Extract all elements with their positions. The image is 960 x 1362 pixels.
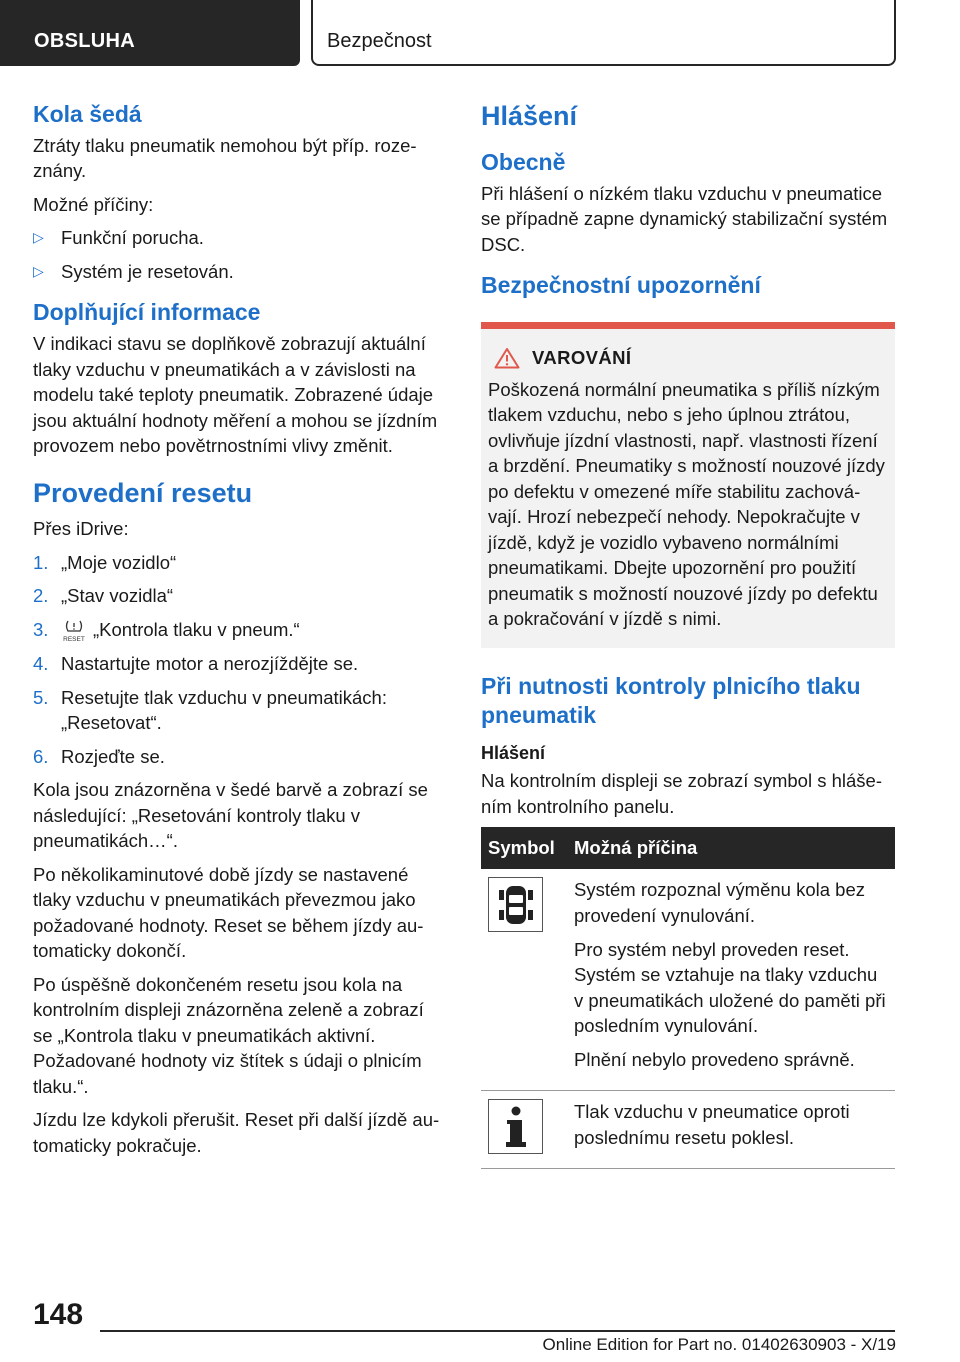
heading-additional-info: Doplňující informace <box>33 299 261 326</box>
list-item: 4. Nastartujte motor a nerozjíždějte se. <box>33 653 359 675</box>
info-icon <box>488 1099 543 1154</box>
column-header-cause: Možná příčina <box>567 827 895 869</box>
topic-tab <box>311 0 896 66</box>
paragraph: Při hlášení o nízkém tlaku vzduchu v pneumatice se případně zapne dynamický stabilizační systém DSC. <box>481 182 888 255</box>
symbol-cell <box>481 869 567 1090</box>
list-item: 1. „Moje vozidlo“ <box>33 551 177 573</box>
reset-steps <box>33 550 447 769</box>
list-item: 2. „Stav vozidla“ <box>33 585 174 607</box>
list-item: 5. Resetujte tlak vzduchu v pneumatikách: „Resetovat“. <box>33 686 387 734</box>
causes-list <box>33 225 447 284</box>
right-column <box>481 100 895 1169</box>
topic-label: Bezpečnost <box>327 30 432 52</box>
left-column <box>33 100 447 1166</box>
tire-reset-icon <box>61 619 87 643</box>
cause-cell: Systém rozpoznal výměnu kola bez provedení vynulování. Pro systém nebyl proveden reset. Systém se vztahuje na tlaky vzduchu v pneumatikách uložené do paměti při posledním vynulování. Plnění nebylo provedeno správně. <box>567 869 895 1090</box>
footer-divider <box>100 1330 895 1332</box>
paragraph: Možné příčiny: <box>33 193 154 215</box>
list-item: ▷ Funkční porucha. <box>33 227 204 249</box>
page-number: 148 <box>33 1298 84 1331</box>
list-item: 6. Rozjeďte se. <box>33 745 165 767</box>
warning-text: Poškozená normální pneumatika s příliš nízkým tlakem vzduchu, nebo s jeho úplnou ztrátou, ovlivňuje jízdní vlastnosti, např. vlastnosti řízení a brzdění. Pneumatiky s možností nouzové jízdy po defektu v omezené míře stabilitu zachová- vají. Hrozí nebezpečí nehody. Nepokračujte v jízdě, když je vozidlo vybaveno normálními pneumatikami. Dbejte upozornění pro použití pneumatik s možností nouzové jízdy po defektu a pokračování v jízdě s nimi. <box>488 378 885 630</box>
triangle-bullet-icon: ▷ <box>33 262 44 279</box>
footer-edition: Online Edition for Part no. 01402630903 - X/19 <box>542 1335 896 1354</box>
cause-cell: Tlak vzduchu v pneumatice oproti poslednímu resetu poklesl. <box>567 1091 895 1169</box>
warning-title: VAROVÁNÍ <box>532 346 632 368</box>
warning-header <box>488 347 887 369</box>
paragraph: Po úspěšně dokončeném resetu jsou kola na kontrolním displeji znázorněna zeleně a zobrazí se „Kontrola tlaku v pneumatikách aktivní. Požadované hodnoty viz štítek s údaji o plnicím tlaku.“. <box>33 973 424 1097</box>
car-wheels-icon <box>488 877 543 932</box>
list-item: 3. RESET „Kontrola tlaku v pneum.“ <box>33 618 300 644</box>
table-row <box>481 1091 895 1169</box>
table-row <box>481 869 895 1090</box>
heading-safety-notes: Bezpečnostní upozornění <box>481 272 761 299</box>
heading-reset: Provedení resetu <box>33 477 253 508</box>
symbol-table <box>481 827 895 1169</box>
table-header-row <box>481 827 895 869</box>
heading-kola-seda: Kola šedá <box>33 101 142 127</box>
subheading-message: Hlášení <box>481 743 546 764</box>
paragraph: V indikaci stavu se doplňkově zobrazují aktuální tlaky vzduchu v pneumatikách a v závislosti na modelu také teploty pneumatik. Zobrazené údaje jsou aktuální hodnoty měření a mohou se jízdním provozem nebo povětrnostními vlivy změnit. <box>33 333 438 457</box>
heading-messages: Hlášení <box>481 101 578 131</box>
heading-general: Obecně <box>481 148 566 175</box>
column-header-symbol: Symbol <box>481 827 567 869</box>
triangle-bullet-icon: ▷ <box>33 229 44 246</box>
paragraph: Kola jsou znázorněna v šedé barvě a zobrazí se následující: „Resetování kontroly tlaku v pneumatikách…“. <box>33 779 428 852</box>
symbol-cell <box>481 1091 567 1169</box>
warning-triangle-icon <box>494 347 520 369</box>
section-label: OBSLUHA <box>34 30 135 52</box>
heading-pressure-check: Při nutnosti kontroly plnicího tlaku pneumatik <box>481 672 861 728</box>
paragraph: Po několikaminutové době jízdy se nastavené tlaky vzduchu v pneumatikách převezmou jako požadované hodnoty. Reset se během jízdy au- tomaticky dokončí. <box>33 863 424 962</box>
paragraph: Jízdu lze kdykoli přerušit. Reset při další jízdě au- tomaticky pokračuje. <box>33 1109 440 1156</box>
paragraph: Na kontrolním displeji se zobrazí symbol s hláše- ním kontrolního panelu. <box>481 770 882 817</box>
section-tab <box>0 0 300 66</box>
paragraph: Ztráty tlaku pneumatik nemohou být příp. roze- znány. <box>33 134 417 182</box>
warning-box <box>481 322 895 648</box>
paragraph: Přes iDrive: <box>33 518 129 540</box>
svg-text:RESET: RESET <box>63 636 85 644</box>
list-item: ▷ Systém je resetován. <box>33 260 234 282</box>
